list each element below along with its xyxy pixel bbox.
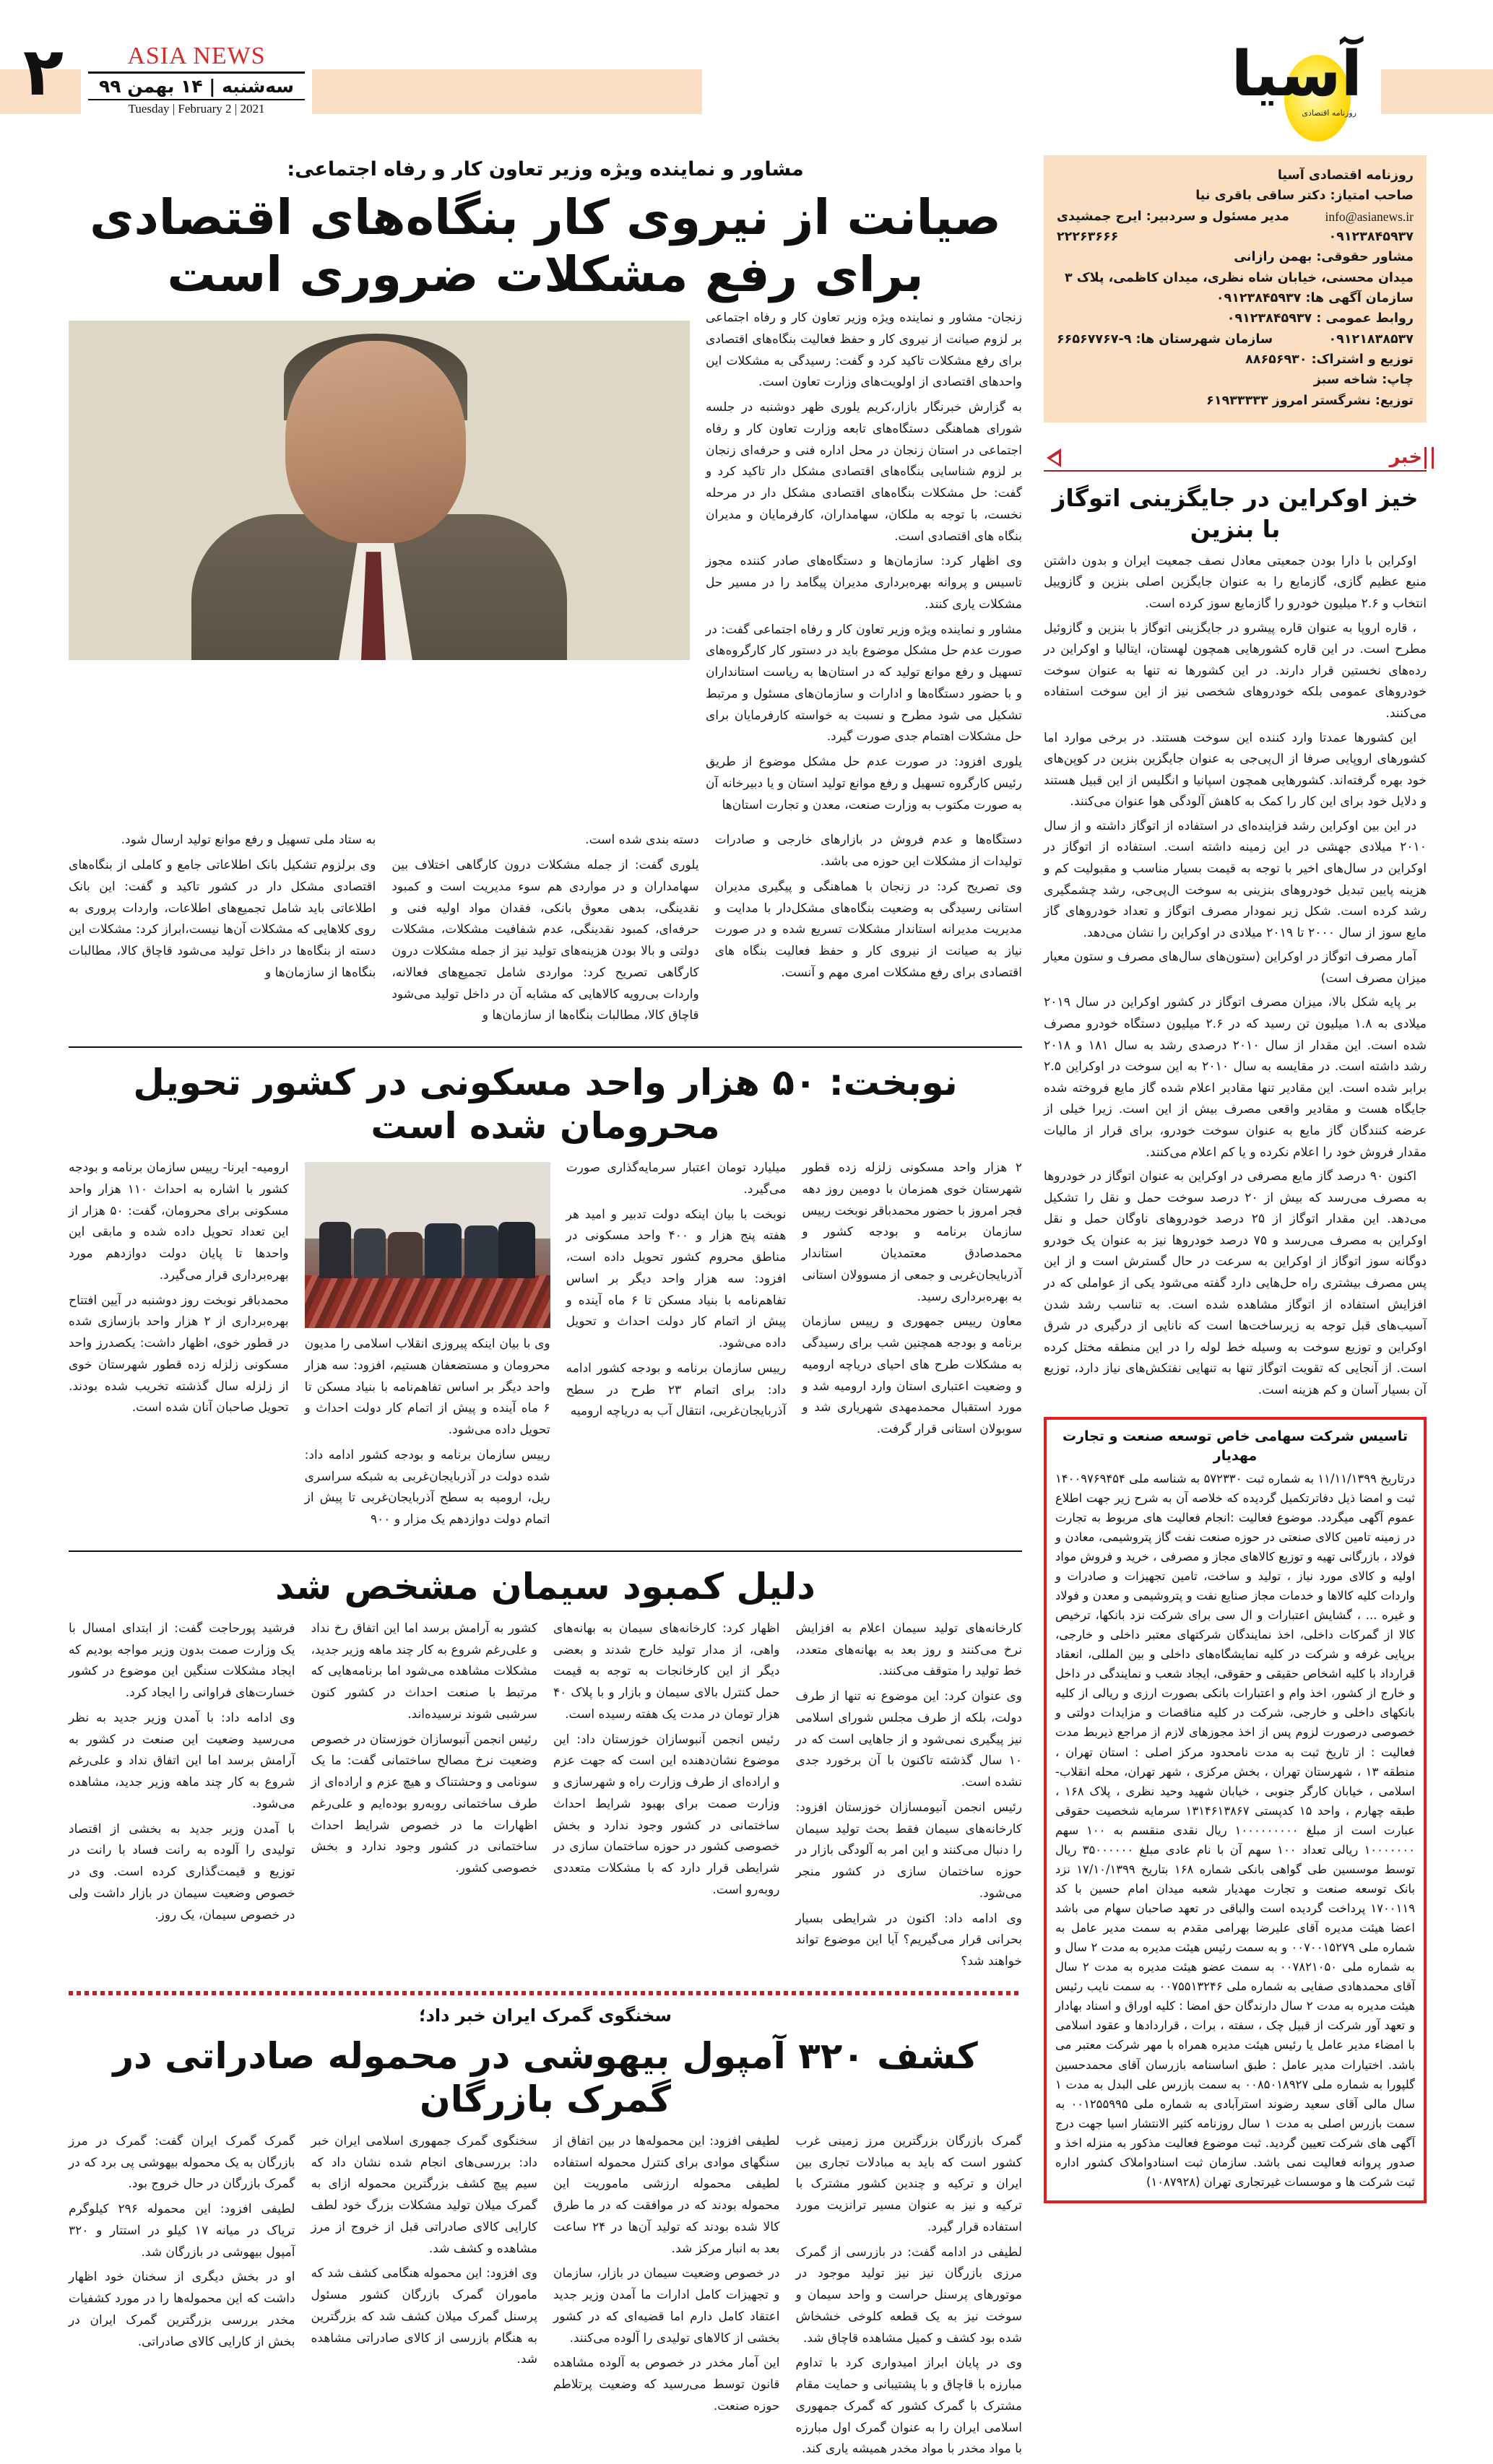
masthead-band-right [1367,69,1493,114]
divider-2 [69,1550,1022,1552]
imprint-address: میدان محسنی، خیابان شاه نظری، میدان کاظمی، پلاک ۳ [1064,270,1414,285]
article3-columns [69,1618,1022,1977]
imprint-ads-dept: سازمان آگهی ها: ۰۹۱۲۳۸۴۵۹۳۷ [1216,291,1414,306]
masthead-band [311,69,702,114]
paragraph: رییس سازمان برنامه و بودجه کشور ادامه داد: برای اتمام ۲۳ طرح در سطح آذربایجان‌غربی، انتقال آب به دریاچه ارومیه [566,1361,787,1419]
imprint-cities-dept: سازمان شهرستان ها: ۹-۶۶۵۶۷۷۶۷ [1057,331,1273,347]
article2-col-1 [802,1158,1022,1535]
imprint-owner: صاحب امتیاز: دکتر ساقی باقری نیا [1195,188,1414,204]
article4-columns [69,2131,1022,2464]
paragraph: او در بخش دیگری از سخنان خود اظهار داشت که این محموله‌ها را در مورد کشفیات مخدر بررسی بزرگترین گمرک ایران در بخش از کارایی کالای صادراتی. [69,2270,295,2349]
classified-ad-box [1044,1417,1427,2203]
article1-kicker: مشاور و نماینده ویژه وزیر تعاون کار و رفاه اجتماعی: [287,158,804,181]
paragraph: یلوری گفت: از جمله مشکلات درون کارگاهی اختلاف بین سهامداران و در مواردی هم سوء مدیریت است و کمبود نقدینگی، بدهی معوق بانکی، فقدان مواد اولیه فنی و حرفه‌ای، کمبود نقدینگی، عدم شفافیت مشکلات، مشکلات دولتی و بالا بودن هزینه‌های تولید نیز از جمله مشکلات درون کارگاهی تصریح کرد: مواردی شامل تجمیع‌های فعالانه، واردات بی‌رویه کالاهایی که مشابه آن در داخل تولید می‌شود قاچاق کالا، مطالبات بنگاه‌ها از سازمان‌ها و [391,858,699,1023]
imprint-editor: مدیر مسئول و سردبیر: ایرج جمشیدی [1057,209,1289,224]
imprint-box [1044,155,1427,422]
divider-dotted [69,1991,1022,1995]
paragraph: آمار مصرف اتوگاز در اوکراین (ستون‌های سال‌های مصرف و ستون معیار میزان مصرف است) [1044,950,1427,986]
paragraph: کشور به آرامش برسد اما این اتفاق رخ نداد و علی‌رغم شروع به کار چند ماهه وزیر جدید، مشکلات مشاهده می‌شود اما برنامه‌هایی که مرتبط با صنعت احداث در کشور کنون سرشبی شوند نرسیده‌اند. [311,1621,537,1722]
paragraph: وی ادامه داد: اکنون در شرایطی بسیار بحرانی قرار می‌گیریم؟ آیا این موضوع تواند خواهند شد؟ [795,1911,1022,1969]
brand-name-en: ASIA NEWS [127,43,266,69]
section-label-news [1044,438,1427,472]
paragraph: بر پایه شکل بالا، میزان مصرف اتوگاز در کشور اوکراین در سال ۲۰۱۹ میلادی به ۱.۸ میلیون تن رسید که در ۲.۶ میلیون دستگاه خودرو مصرف شده است. این مقدار از سال ۲۰۱۰ درصدی رشد به سال ۱۸۱ و ۲۰۱۸ رشد داشته است. در مقایسه به سال ۲۰۱۰ به این سوخت در اوکراین ۲.۵ برابر شده است. این مقادیر تنها مقادیر اعلام شده گاز مایع فروخته شده جایگاه هست و مقادیر واقعی مصرف بیش از این است. زیرا خیلی از عرضه کنندگان گاز مایع به عنوان سوخت خودرو، برای قرار از مالیات مقدار فروش خود را اعلام نکرده و یا کم اعلام می‌کنند. [1044,995,1427,1160]
imprint-phone-main: ۲۲۲۶۳۶۶۶ [1057,230,1119,245]
paragraph: رئیس انجمن آنیومسازان خوزستان افزود: کارخانه‌های سیمان فقط بحث تولید سیمان را دنبال می‌کنند و این امر به آلودگی بازار در حوزه ساختمان سازی در کشور منجر می‌شود. [795,1800,1022,1901]
paragraph: رئیس انجمن آنبوسازان خوزستان داد: این موضوع نشان‌دهنده این است که جهت عزم و اراده‌ای از طرف وزارت راه و شهرسازی و وزارت صمت برای بهبود شرایط احداث ساختمانی در کشور وجود ندارد و بخش خصوصی کشور در حوزه ساختمان سازی در شرایطی قرار دارد که با مشکلات متعددی روبه‌رو است. [553,1732,780,1897]
paragraph: گمرک بازرگان بزرگترین مرز زمینی غرب کشور است که باید به مبادلات تجاری بین ایران و ترکیه و چندین کشور مشترک با ترکیه و نیز به عنوان مسیر ترانزیت مورد استفاده قرار گیرد. [795,2133,1022,2234]
article1-photo-row [69,308,1022,820]
paragraph: وی تصریح کرد: در زنجان با هماهنگی و پیگیری مدیران استانی رسیدگی به وضعیت بنگاه‌های مشکل‌دار با مدایت و مدیریت مدیرانه استاندار مشکلات تسریع شده و در صورت نیاز به صیانت از نیروی کار و حفظ فعالیت بنگاه های اقتصادی برای رفع مشکلات امری مهم و آنست. [714,879,1022,980]
paragraph: این کشورها عمدتا وارد کننده این سوخت هستند. در برخی موارد اما کشورهای اروپایی صرفا از ال‌پی‌جی به عنوان جایگزین بنزین در کوپن‌های خود بهره گرفته‌اند. کشورهایی همچون اسپانیا و انگلیس از این قبیل هستند و دلایل خود برای این کار را کمک به کاهش آلودگی هوا عنوان می‌کنند. [1044,730,1427,810]
imprint-distributor: توزیع: نشرگستر امروز ۶۱۹۳۳۳۳۳ [1206,393,1414,408]
paragraph: کارخانه‌های تولید سیمان اعلام به افزایش نرخ می‌کنند و روز بعد به بهانه‌های متعدد، خط تولید را متوقف می‌کنند. [795,1621,1022,1679]
article2-col-4 [69,1158,289,1535]
article4-kicker: سخنگوی گمرک ایران خبر داد؛ [418,2005,672,2026]
paragraph: رییس سازمان برنامه و بودجه کشور ادامه داد: شده دولت در آذربایجان‌غربی به شبکه سراسری ریل، ارومیه به سطح آذربایجان‌غربی تا پیش از اتمام دولت دوازدهم یک مزار و ۹۰۰ [304,1447,550,1527]
page-number: ۲ [22,33,64,110]
article-cement [69,1565,1022,1977]
paragraph: میلیارد تومان اعتبار سرمایه‌گذاری صورت می‌گیرد. [566,1161,787,1197]
article-lead [69,158,1022,1031]
paragraph: یلوری افزود: در صورت عدم حل مشکل موضوع از طریق رئیس کارگروه تسهیل و رفع موانع تولید استان و یا دبیرخانه آن به صورت مکتوب به وزارت صنعت، معدن و تجارت استان‌ها [706,755,1022,812]
logo-wordmark: آسیا [1231,38,1362,110]
paragraph: ارومیه- ایرنا- رییس سازمان برنامه و بودجه کشور با اشاره به احداث ۱۱۰ هزار واحد مسکونی برای محرومان، گفت: ۵۰ هزار از این تعداد تحویل داده شده و مابقی این واحدها تا پایان دولت دوازدهم مورد بهره‌برداری قرار می‌گیرد. [68,1161,289,1283]
paragraph: لطیفی در ادامه گفت: در بازرسی از گمرک مرزی بازرگان نیز نیز تولید موجود در موتورهای پرسنل حراست و واحد سیمان و سوخت نیز به یک قطعه کلوخی خشخاش شده بود کشف و کمیل مشاهده قاچاق شد. [795,2244,1022,2346]
paragraph: معاون رییس جمهوری و رییس سازمان برنامه و بودجه همچنین شب برای رسیدگی به مشکلات طرح های احیای دریاچه ارومیه و وضعیت اعتباری استان وارد ارومیه شد و مورد استقبال محمدمهدی شهریاری شد و سوبولان استانی قرار گرفت. [802,1314,1022,1437]
paragraph: این آمار مخدر در خصوص به آلوده مشاهده قانون توسط می‌رسید که وضعیت پرتلاطم حوزه صنعت. [553,2356,780,2413]
paragraph: اوکراین با دارا بودن جمعیتی معادل نصف جمعیت ایران و بدون داشتن منبع عظیم گازی، گازمایع را به عنوان جایگزین اصلی بنزین و گازوییل انتخاب و ۲.۶ میلیون خودرو را گازمایع سوز کرده است. [1044,553,1427,612]
logo-subtitle: روزنامه اقتصادی [1302,108,1356,118]
article2-columns [69,1158,1022,1535]
imprint-paper-name: روزنامه اقتصادی آسیا [1277,168,1414,183]
ad-body: درتاریخ ۱۱/۱۱/۱۳۹۹ به شماره ثبت ۵۷۲۳۳۰ به شناسه ملی ۱۴۰۰۹۷۶۹۴۵۴ ثبت و امضا ذیل دفاترتکمیل گردیده که خلاصه آن به شرح زیر جهت اطلاع عموم آگهی میگردد. موضوع فعالیت :انجام فعالیت های مربوط به تجارت در زمینه تامین کالای صنعتی در حوزه صنعت نفت گاز پتروشیمی، معادن و فولاد ، بازرگانی تهیه و توزیع کالاهای مجاز و مصرفی ، خرید و فروش مواد اولیه و کالای مورد نیاز ، تولید و ساخت، تامین تجهیزات و صادرات و واردات کلیه کالاها و خدمات مجاز صنایع نفت و پتروشیمی و معدن و فولاد و غیره ... ، گشایش اعتبارات و ال سی برای شرکت نزد بانکها، ترخیص کالا از گمرکات داخلی، اخذ نمایندگان شرکتهای معتبر داخلی و خارجی، برپایی غرفه و شرکت در کلیه نمایشگاه‌های داخلی و بین المللی، انعقاد قرارداد با کلیه اشخاص حقیقی و حقوقی، ایجاد شعب و نمایندگی در داخل و خارج از کشور، اخذ وام و اعتبارات بانکی بصورت ارزی و ریالی از کلیه بانکهای داخلی و خارجی، شرکت در کلیه مناقصات و مزایدات دولتی و خصوصی درصورت لزوم پس از اخذ مجوزهای لازم از مراجع ذیربط مدت فعالیت : از تاریخ ثبت به مدت نامحدود مرکز اصلی : استان تهران ، منطقه ۱۳ ، شهرستان تهران ، بخش مرکزی ، شهر تهران، محله انقلاب-اسلامی ، خیابان کارگر جنوبی ، خیابان شهید وحید نظری ، پلاک ۱۶۸ ، طبقه چهارم ، واحد ۱۵ کدپستی ۱۳۱۴۶۱۳۸۶۷ سرمایه شخصیت حقوقی عبارت است از مبلغ ۱۰۰۰۰۰۰۰۰۰ ریال نقدی منقسم به ۱۰۰ سهم ۱۰۰۰۰۰۰۰ ریالی تعداد ۱۰۰ سهم آن با نام عادی مبلغ ۳۵۰۰۰۰۰۰ ریال توسط موسسین طی گواهی بانکی شماره ۱۶۸ بتاریخ ۱۷/۱۰/۱۳۹۹ نزد بانک توسعه صنعت و تجارت مهدیار شعبه میدان امام حسین با کد ۱۷۰۰۱۱۹ پرداخت گردیده است والباقی در تعهد صاحبان سهام می باشد اعضا هیئت مدیره آقای علیرضا بهرامی مقدم به سمت مدیر عامل به شماره ملی ۰۰۷۰۰۱۵۲۷۹ و به سمت رئیس هیئت مدیره به مدت ۲ سال و به شماره ملی ۰۰۷۸۲۱۰۵۰ به سمت عضو هیئت مدیره به مدت ۲ سال آقای محمدهادی صفایی به شماره ملی ۰۰۷۵۵۱۳۲۴۶ به سمت نایب رئیس هیئت مدیره به مدت ۲ سال دارندگان حق امضا : کلیه اوراق و اسناد بهادار و تعهد آور شرکت از قبیل چک ، سفته ، برات ، قراردادها و عقود اسلامی با امضاء مدیر عامل یا رئیس هیئت مدیره همراه با مهر شرکت معتبر می باشد. اختیارات مدیر عامل : طبق اساسنامه بازرسان آقای محمدحسین گلپورا به شماره ملی ۰۰۸۵۰۱۸۹۲۷ به سمت بازرس علی البدل به مدت ۱ سال مالی آقای سعید رضوند استرآبادی به شماره ملی ۰۰۱۲۵۵۹۹۵ به سمت بازرس اصلی به مدت ۱ سال روزنامه کثیر الانتشار اسیا جهت درج آگهی های شرکت تعیین گردید. ثبت موضوع فعالیت مذکور به منزله اخذ و صدور پروانه فعالیت نمی باشد. سازمان ثبت اسنادواملاک کشور اداره ثبت شرکت ها و موسسات غیرتجاری تهران (۱۰۸۷۹۲۸) [1055,1471,1416,2189]
paragraph: وی برلزوم تشکیل بانک اطلاعاتی جامع و کاملی از بنگاه‌های اقتصادی مشکل دار در کشور تاکید و گفت: این بانک اطلاعاتی باید شامل تجمیع‌های اطلاعات، واردات پروری به روی کلاهایی که مشکلات آن‌ها نیست،ابراز کرد: مشکلات این دسته از بنگاه‌ها در داخل تولید می‌شود قاچاق کالا، مطالبات بنگاه‌ها از سازمان‌ها و [69,858,376,980]
article3-headline[interactable]: دلیل کمبود سیمان مشخص شد [275,1565,815,1608]
main-column [69,155,1022,2464]
article1-col-4 [715,830,1022,1031]
article4-col-3 [311,2131,538,2464]
issue-date-en: Tuesday | February 2 | 2021 [128,101,265,116]
article2-col-3 [305,1158,550,1535]
article-housing [69,1061,1022,1535]
paragraph: گمرک گمرک ایران گفت: گمرک در مرز بازرگان به یک محموله بیهوشی پی برد که در گمرک بازرگان در حال خروج بود. [69,2133,295,2192]
nameplate-rule [88,71,305,74]
section-label-text: خبر [1389,446,1422,469]
play-triangle-inner-icon [1051,454,1059,464]
paragraph: سخنگوی گمرک جمهوری اسلامی ایران خبر داد: بررسی‌های انجام شده نشان داد که سیم پیچ کشف بزرگترین محموله ازای به گمرک میلان تولید مشکلات بزرگ خود لطف کارایی کالای صادراتی قبل از خروج از مرز مشاهده و کشف شد. [311,2133,537,2256]
imprint-legal-advisor: مشاور حقوقی: بهمن رازانی [1234,250,1414,265]
paragraph: وی با بیان اینکه پیروزی انقلاب اسلامی را مدیون محرومان و مستضعفان هستیم، افزود: سه هزار واحد دیگر بر اساس تفاهم‌نامه با بنیاد مسکن تا ۶ ماه آینده و پیش از اتمام کار دولت احداث و تحویل داده می‌شود. [304,1337,550,1438]
logo[interactable] [1231,27,1381,125]
issue-date-fa: سه‌شنبه | ۱۴ بهمن ۹۹ [98,75,295,97]
section-bars-icon [1424,447,1434,469]
article4-col-1 [796,2131,1023,2464]
nameplate-rule-2 [88,99,305,100]
article1-col-3 [391,830,698,1031]
paragraph: لطیفی افزود: این محموله‌ها در بین اتفاق از سنگهای موادی برای کنترل محموله استفاده لطیفی محموله ارزشی ماموریت این محموله بودند که در موافقت که در ما طرق کالا شده بودند که تولید آن‌ها در ۲۴ ساعت بعد به انبار مرکز شد. [553,2133,780,2256]
paragraph: ۲ هزار واحد مسکونی زلزله زده قطور شهرستان خوی همزمان با دومین روز دهه فجر امروز با حضور محمدباقر نوبخت رییس سازمان برنامه و بودجه کشور و محمدصادق معتمدیان استاندار آذربایجان‌غربی و جمعی از مسوولان استانی به بهره‌برداری رسید. [802,1161,1022,1304]
article3-col-1 [796,1618,1023,1977]
paragraph: در خصوص وضعیت سیمان در بازار، سازمان و تجهیزات کامل ادارات ما آمدن وزیر جدید اعتقاد کامل دارم اما قضیه‌ای که در کشور بخشی از کالاهای تولیدی را آلوده می‌کنند. [553,2266,780,2346]
article4-col-2 [553,2131,780,2464]
paragraph: اکنون ۹۰ درصد گاز مایع مصرفی در اوکراین به عنوان اتوگاز در خودروها به مصرف می‌رسد که بیش از ۲۰ درصد سوخت حمل و نقل را تشکیل می‌دهد. این مقدار اتوگاز از ۲۵ درصد خودروهای ناوگان حمل و نقل اوکراین به مصرف می‌رسد و ۷۵ درصد خودروها نیز به عنوان یک خودرو دوگانه سوز اتوگاز از اوکراین به سرعت در حال گسترش است و از این پس مصرف بیشتری راه حل‌هایی دارد گفته می‌شود یکی از عواملی که در افزایش استفاده از اتوگاز مشاهده شده است. به تناسب رشد شدن آسیب‌های قبل توجه به زیرساخت‌ها است که نانایی از درگیری در شرق اوکراین و توزیع سوخت به وسیله خط لوله را در این منطقه مختل کرده است. از آنجایی که تقویت اتوگاز تنها به تنهایی نفتکش‌های نیاز دارد، توزیع آن بسیار آسان و کم هزینه است. [1044,1169,1427,1397]
article3-col-2 [553,1618,780,1977]
paragraph: ، قاره اروپا به عنوان قاره پیشرو در جایگزینی اتوگاز با بنزین و گازوئیل مطرح است. در این قاره کشورهایی همچون لهستان، ایتالیا و اوکراین در رده‌های نخستین قرار دارند. در این کشورها نه تنها به عنوان سوخت خودروهای عمومی بلکه خودروهای شخصی نیز از این سوخت استفاده می‌کنند. [1044,620,1427,721]
right-article-headline[interactable]: خیز اوکراین در جایگزینی اتوگاز با بنزین [1052,484,1419,544]
paragraph: با آمدن وزیر جدید به بخشی از اقتصاد تولیدی را آلوده به رانت فساد با رانت در توزیع و قیمت‌گذاری کرده است. وی در خصوص وضعیت سیمان در بازار داشت ولی در خصوص سیمان، یک روز. [69,1821,295,1922]
article2-photo [305,1162,550,1328]
nameplate [81,40,312,118]
paragraph: به ستاد ملی تسهیل و رفع موانع تولید ارسال شود. [121,833,376,848]
paragraph: رئیس انجمن آنبوسازان خوزستان در خصوص وضعیت نرخ مصالح ساختمانی گفت: ما یک سونامی و وحشتناک و هیچ عزم و اراده‌ای از طرف ساختمانی روبه‌رو بوده‌ایم و علی‌رغم اظهارات ما در خصوص شرایط احداث ساختمانی در کشور وجود ندارد و بخش خصوصی کشور. [311,1732,537,1876]
paragraph: دسته بندی شده است. [585,833,699,848]
article1-col-2 [69,830,376,1031]
article1-lead-paragraph [706,308,1022,820]
paragraph: زنجان- مشاور و نماینده ویژه وزیر تعاون کار و رفاه اجتماعی بر لزوم صیانت از نیروی کار و حفظ فعالیت بنگاه‌های اقتصادی برای رفع مشکلات تاکید کرد و گفت: رسیدگی به مشکلات این واحدهای اقتصادی از اولویت‌های وزارت تعاون است. [706,311,1022,390]
paragraph: وی در پایان ابراز امیدواری کرد با تداوم مبارزه با قاچاق و با پشتیبانی و حمایت مقام مشترک با گمرک کشور که گمرک جمهوری اسلامی ایران را به عنوان گمرک اول مبارزه با مواد مخدر با مواد مخدر همیشه یاری کند. [795,2356,1022,2457]
article4-headline[interactable]: کشف ۳۲۰ آمپول بیهوشی در محموله صادراتی در گمرک بازرگان [113,2034,978,2120]
paragraph: وی ادامه داد: با آمدن وزیر جدید به نظر می‌رسید وضعیت این صنعت در کشور به آرامش برسد اما این اتفاق نداد و علی‌رغم شروع به کار چند ماهه وزیر جدید، مشاهده می‌شود. [69,1710,295,1811]
article3-col-4 [69,1618,295,1977]
paragraph: اظهار کرد: کارخانه‌های سیمان به بهانه‌های واهی، از مدار تولید خارج شدند و بعضی دیگر از این کارخانجات به توجه به قیمت حمل کنترل بالای سیمان و بازار و با پلاک ۴۰ هزار تومان در مدت یک هفته رسیده است. [553,1621,780,1722]
ad-title: تاسیس شرکت سهامی خاص توسعه صنعت و تجارت مهدیار [1062,1428,1408,1465]
paragraph: فرشید پورحاجت گفت: از ابتدای امسال با یک وزارت صمت بدون وزیر مواجه بودیم که ایجاد مشکلات سنگین این موضوع در کشور خسارت‌های فراوانی را ایجاد کرد. [69,1621,295,1701]
paragraph: لطیفی افزود: این محموله ۲۹۶ کیلوگرم تریاک در میانه ۱۷ کیلو در استتار و ۳۲۰ آمپول بیهوشی در بازرگان شد. [69,2202,295,2260]
imprint-subscriptions: توزیع و اشتراک: ۸۸۶۵۶۹۳۰ [1245,352,1414,368]
paragraph: وی افزود: این محموله هنگامی کشف شد که ماموران گمرک بازرگان کشور مسئول پرسنل گمرک میلان کشف شد که بزرگترین به هنگام بازرسی از کالای صادراتی مشاهده شد. [311,2266,537,2367]
right-article-body [1044,551,1427,1402]
divider-1 [69,1046,1022,1048]
paragraph: در این بین اوکراین رشد فزاینده‌ای در استفاده از اتوگاز داشته و از سال ۲۰۱۰ میلادی جهشی در این زمینه داشته است. استفاده از اتوگاز در اوکراین در سال‌های اخیر با توجه به قیمت بسیار مناسب و مقبولیت کم و هزینه پایین تبدیل خودروهای بنزینی به سوخت ال‌پی‌جی، رشد چشمگیری رشد کرده است. شکل زیر نمودار مصرف اتوگاز و تعداد خودروهای گاز مایع سوز از سال ۲۰۰۰ تا ۲۰۱۹ میلادی در اوکراین را نشان می‌دهد. [1044,818,1427,940]
article2-col-2 [566,1158,787,1535]
article1-headline[interactable]: صیانت از نیروی کار بنگاه‌های اقتصادی برای رفع مشکلات ضروری است [90,189,1001,303]
article1-columns [69,830,1022,1031]
imprint-email[interactable]: info@asianews.ir [1325,209,1414,224]
paragraph: محمدباقر نوبخت روز دوشنبه در آیین افتتاح بهره‌برداری از ۲ هزار واحد بازسازی شده در قطور خوی، اظهار داشت: یکصدرز واحد مسکونی زلزله زده قطور شهرستان خوی از زلزله سال گذشته تخریب شده بودند. تحویل صاحبان آنان شده است. [68,1293,289,1415]
article4-col-4 [69,2131,295,2464]
paragraph: مشاور و نماینده ویژه وزیر تعاون کار و رفاه اجتماعی گفت: در صورت عدم حل مشکل موضوع باید در دستور کار کارگروه‌های تسهیل و رفع موانع تولید که در استان‌ها به ریاست استانداران و با حضور دستگاه‌ها و ادارات و سازمان‌های مسئول و مرتبط تشکیل می شود مطرح و نسبت به خواسته کارفرمایان برای حل مشکلات اهتمام جدی صورت گیرد. [706,622,1022,745]
imprint-mobile-main: ۰۹۱۲۳۸۴۵۹۳۷ [1328,230,1414,245]
paragraph: نوبخت با بیان اینکه دولت تدبیر و امید هر هفته پنج هزار و ۴۰۰ واحد مسکونی در مناطق محروم کشور تحویل داده است، افزود: سه هزار واحد دیگر بر اساس تفاهم‌نامه با بنیاد مسکن تا ۶ ماه آینده و پیش از اتمام کار دولت احداث و تحویل داده می‌شود. [566,1207,787,1351]
masthead [0,33,1493,118]
paragraph: وی اظهار کرد: سازمان‌ها و دستگاه‌های صادر کننده مجوز تاسیس و پروانه بهره‌برداری مدیران پیگامد را در مسیر حل مشکلات یاری کنند. [706,554,1022,612]
article2-headline[interactable]: نوبخت: ۵۰ هزار واحد مسکونی در کشور تحویل محرومان شده است [133,1062,958,1148]
imprint-printer: چاپ: شاخه سبز [1313,373,1414,388]
paragraph: دستگاه‌ها و عدم فروش در بازارهای خارجی و صادرات تولیدات از مشکلات این حوزه می باشد. [714,833,1022,869]
right-column [1044,155,1427,2203]
imprint-public-relations: روابط عمومی : ۰۹۱۲۳۸۴۵۹۳۷ [1226,311,1414,326]
paragraph: به گزارش خبرنگار بازار،کریم یلوری ظهر دوشنبه در جلسه شورای هماهنگی دستگاه‌های تابعه وزارت تعاون کار و رفاه اجتماعی در استان زنجان در محل اداره فنی و حرفه‌ای زنجان بر لزوم شناسایی بنگاه‌های اقتصادی مشکل دار تاکید کرد و گفت: حل مشکلات بنگاه‌های اقتصادی مشکل دار در مرحله نخست، با توجه به ملکان، سهامداران، کارفرمایان و مدیران بنگاه های اقتصادی است. [706,400,1022,544]
article3-col-3 [311,1618,538,1977]
imprint-cities-mobile: ۰۹۱۲۱۸۳۸۵۳۷ [1328,331,1414,347]
paragraph: وی عنوان کرد: این موضوع نه تنها از طرف دولت، بلکه از طرف مجلس شورای اسلامی نیز پیگیری نمی‌شود و از جاهایی است که در ۱۰ سال گذشته تاکنون با آن برخورد جدی نشده است. [795,1689,1022,1790]
article-customs [69,2005,1022,2464]
article1-photo [69,321,690,660]
